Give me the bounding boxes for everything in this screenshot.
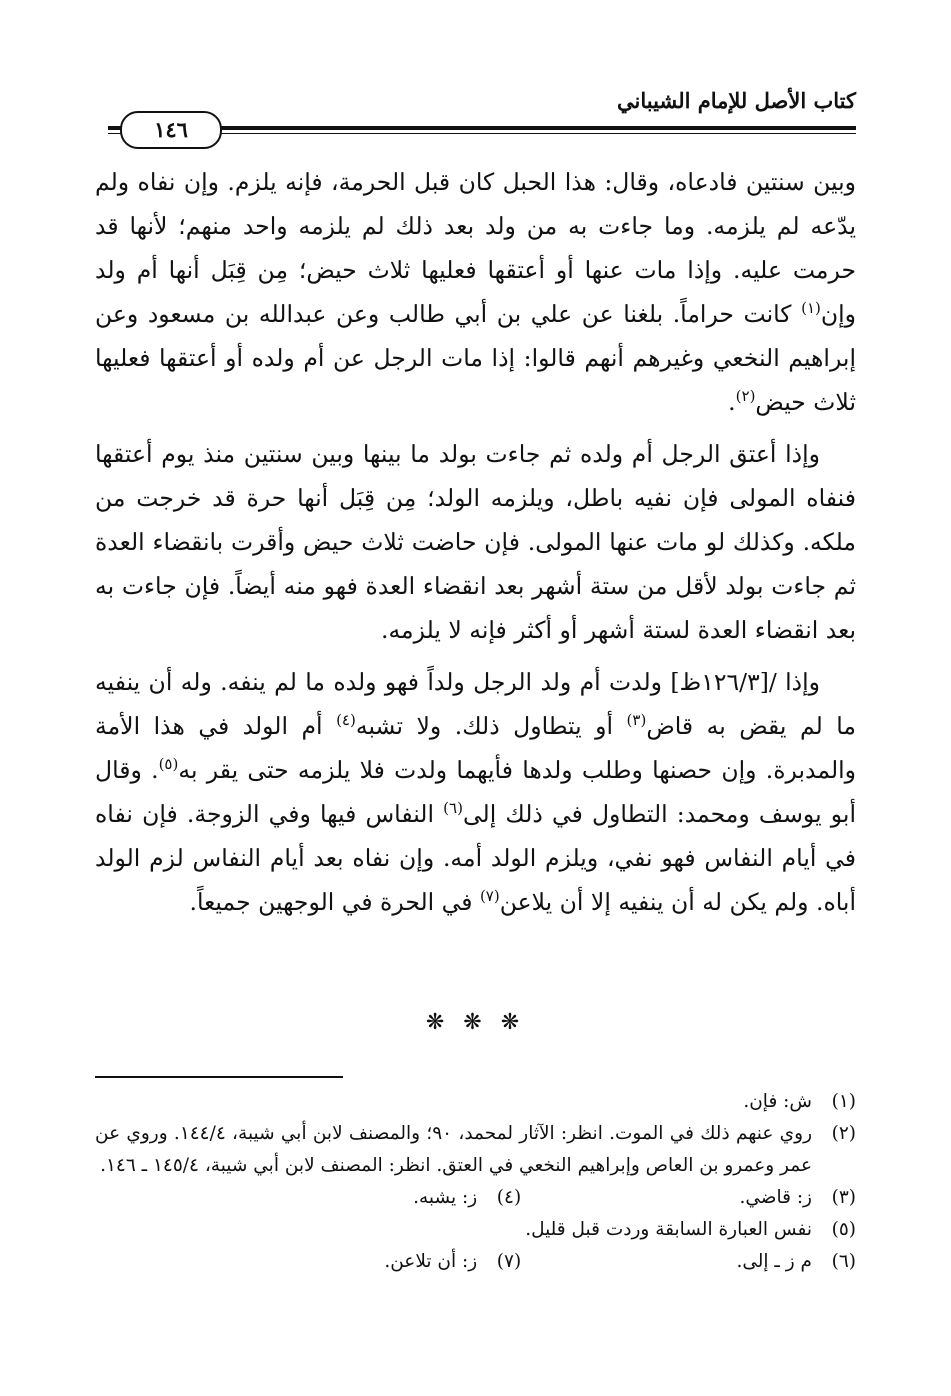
footnote-text: ش: فإن.: [743, 1091, 812, 1112]
footnote-1: [95, 1086, 856, 1118]
footnote-number: (٥): [831, 1219, 856, 1240]
footnote-number: (٧): [496, 1251, 522, 1272]
footnote-7: [141, 1246, 522, 1278]
footnote-number: (٦): [831, 1251, 856, 1272]
footnote-3: [521, 1182, 856, 1214]
footnote-2: [95, 1118, 856, 1182]
paragraph-3: [95, 660, 856, 924]
text-run: النفاس فيها وفي الزوجة. فإن نفاه في أيام النفاس فهو نفي، ويلزم الولد أمه. وإن نفاه بعد أيام النفاس لزم الولد أباه. ولم يكن له أن ينفيه إلا أن يلاعن: [95, 800, 856, 916]
footnote-ref-6: (٦): [443, 799, 463, 818]
footnote-ref-7: (٧): [479, 887, 500, 906]
text-run: .: [728, 388, 736, 416]
footnote-5: [95, 1214, 856, 1246]
footnote-row: [95, 1182, 856, 1214]
paragraph-2: [95, 432, 856, 652]
footnote-ref-3: (٣): [626, 711, 647, 730]
footnote-text: م ز ـ إلى.: [736, 1251, 812, 1272]
text-run: . وقال أبو يوسف ومحمد: التطاول في ذلك إلى: [95, 756, 856, 828]
footnote-ref-2: (٢): [735, 387, 756, 406]
running-title: كتاب الأصل للإمام الشيباني: [617, 88, 856, 113]
text-run: في الحرة في الوجهين جميعاً.: [189, 888, 480, 916]
paragraph-1: [95, 160, 856, 424]
page-number: ١٤٦: [120, 111, 222, 149]
footnote-text: ز: يشبه.: [413, 1187, 478, 1208]
section-separator: ❋ ❋ ❋: [425, 1010, 526, 1035]
footnote-6: [521, 1246, 856, 1278]
footnote-row: [95, 1246, 856, 1278]
text-run: كانت حراماً. بلغنا عن علي بن أبي طالب وعن عبدالله بن مسعود وعن إبراهيم النخعي وغيرهم أنهم قالوا: إذا مات الرجل عن أم ولده أو أعتقها فعليها ثلاث حيض: [95, 300, 856, 416]
footnotes: [95, 1086, 856, 1278]
footnote-ref-1: (١): [801, 299, 821, 318]
footnote-text: ز: قاضي.: [739, 1187, 812, 1208]
text-run: وإذا أعتق الرجل أم ولده ثم جاءت بولد ما بينها وبين سنتين منذ يوم أعتقها فنفاه المولى فإن نفيه باطل، ويلزمه الولد؛ مِن قِبَل أنها حرة قد خرجت من ملكه. وكذلك لو مات عنها المولى. فإن حاضت ثلاث حيض وأقرت بانقضاء العدة ثم جاءت بولد لأقل من ستة أشهر بعد انقضاء العدة فهو منه أيضاً. فإن جاءت به بعد انقضاء العدة لستة أشهر أو أكثر فإنه لا يلزمه.: [95, 440, 856, 644]
footnote-number: (١): [831, 1091, 856, 1112]
footnote-text: نفس العبارة السابقة وردت قبل قليل.: [525, 1219, 812, 1240]
footnote-ref-5: (٥): [158, 755, 179, 774]
text-run: وبين سنتين فادعاه، وقال: هذا الحبل كان قبل الحرمة، فإنه يلزم. وإن نفاه ولم يدّعه لم يلزمه. وما جاءت به من ولد بعد ذلك لم يلزمه واحد منهم؛ لأنها قد حرمت عليه. وإذا مات عنها أو أعتقها فعليها ثلاث حيض؛ مِن قِبَل أنها أم ولد وإن: [95, 168, 856, 328]
text-run: أم الولد في هذا الأمة والمدبرة. وإن حصنها وطلب ولدها فأيهما ولدت فلا يلزمه حتى يقر به: [95, 712, 856, 784]
text-run: وإذا /[١٢٦/٣ظ] ولدت أم ولد الرجل ولداً فهو ولده ما لم ينفه. وله أن ينفيه ما لم يقض به قاض: [95, 668, 856, 740]
footnote-number: (٣): [831, 1187, 856, 1208]
footnote-text: روي عنهم ذلك في الموت. انظر: الآثار لمحمد، ٩٠؛ والمصنف لابن أبي شيبة، ١٤٤/٤. وروي عن عمر وعمرو بن العاص وإبراهيم النخعي في العتق. انظر: المصنف لابن أبي شيبة، ١٤٥/٤ ـ ١٤٦.: [95, 1123, 813, 1176]
footnote-4: [141, 1182, 522, 1214]
footnote-number: (٢): [831, 1123, 856, 1144]
text-run: أو يتطاول ذلك. ولا تشبه: [355, 712, 627, 740]
footnote-ref-4: (٤): [336, 711, 356, 730]
footnote-number: (٤): [496, 1187, 522, 1208]
body-text: [95, 160, 856, 932]
footnote-text: ز: أن تلاعن.: [384, 1251, 478, 1272]
footnote-rule: [95, 1076, 343, 1078]
